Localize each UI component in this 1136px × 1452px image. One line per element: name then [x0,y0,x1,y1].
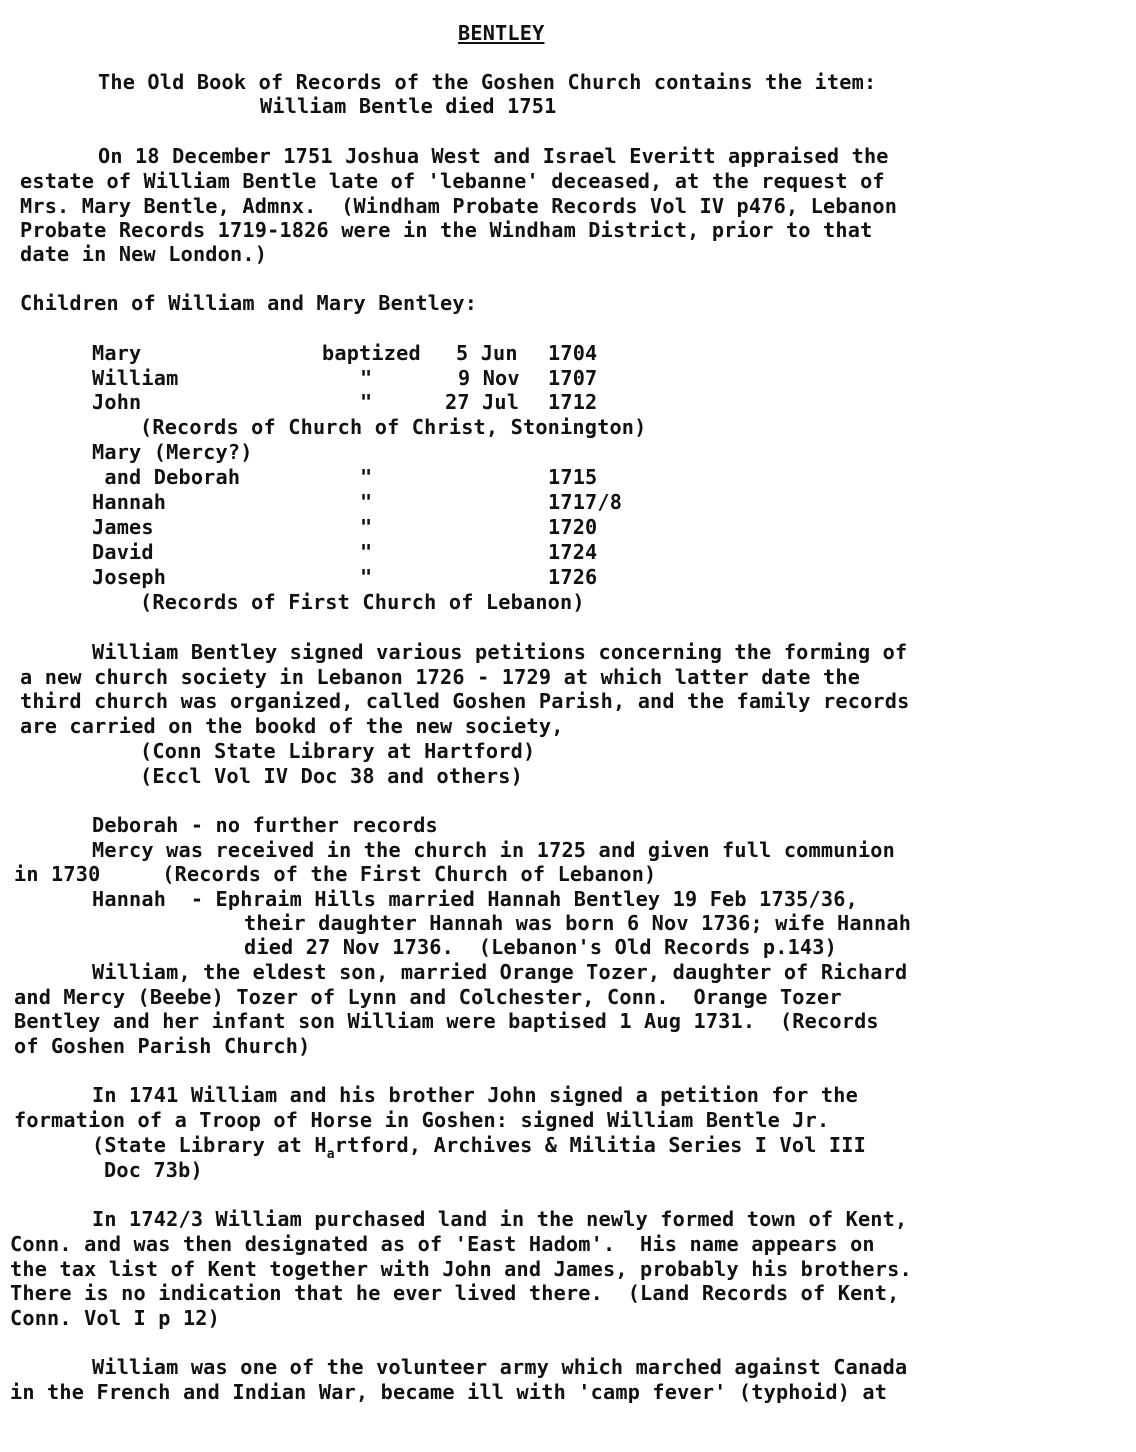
kent-line-3: the tax list of Kent together with John and James, probably his brothers. [10,1257,912,1281]
family-line-4: Hannah - Ephraim Hills married Hannah Bentley 19 Feb 1735/36, [92,887,858,911]
troop-line-3-subscript: a [326,1147,335,1162]
child-name: David [92,540,154,564]
army-line-1: William was one of the volunteer army which marched against Canada [92,1355,908,1379]
troop-line-1: In 1741 William and his brother John signed a petition for the [92,1083,858,1107]
child-ditto: " [360,490,373,514]
appraisal-line-4: Probate Records 1719-1826 were in the Windham District, prior to that [20,218,873,242]
child-ditto: " [360,465,373,489]
petitions-line-3: third church was organized, called Goshen Parish, and the family records [20,689,910,713]
child-ditto: " [360,390,373,414]
petitions-line-4: are carried on the bookd of the new society, [20,714,564,738]
intro-line-1: The Old Book of Records of the Goshen Church contains the item: [98,70,877,94]
family-line-1: Deborah - no further records [92,813,438,837]
child-year: 1720 [548,515,598,539]
family-line-9: Bentley and her infant son William were baptised 1 Aug 1731. (Records [14,1009,879,1033]
child-name: Mary (Mercy?) [92,440,253,464]
appraisal-line-1: On 18 December 1751 Joshua West and Israel Everitt appraised the [98,144,889,168]
intro-line-2: William Bentle died 1751 [260,94,557,118]
petitions-line-2: a new church society in Lebanon 1726 - 1729 at which latter date the [20,665,861,689]
troop-line-4: Doc 73b) [104,1158,203,1182]
child-baptized: baptized [322,341,421,365]
child-year: 1704 [548,341,598,365]
family-line-8: and Mercy (Beebe) Tozer of Lynn and Colchester, Conn. Orange Tozer [14,985,842,1009]
family-line-7: William, the eldest son, married Orange Tozer, daughter of Richard [92,960,908,984]
child-name: James [92,515,154,539]
kent-line-5: Conn. Vol I p 12) [10,1306,221,1330]
family-line-3: in 1730 (Records of the First Church of Lebanon) [14,862,657,886]
child-year: 1726 [548,565,598,589]
troop-line-3-end: rtford, Archives & Militia Series I Vol III [334,1133,866,1157]
troop-line-3-start: (State Library at H [92,1133,327,1157]
child-day-month: 27 Jul [445,390,520,414]
child-ditto: " [360,366,373,390]
troop-line-2: formation of a Troop of Horse in Goshen: signed William Bentle Jr. [14,1108,830,1132]
appraisal-line-5: date in New London.) [20,242,268,266]
children-heading: Children of William and Mary Bentley: [20,291,478,315]
child-ditto: " [360,540,373,564]
child-ditto: " [360,515,373,539]
child-name: Mary [92,341,142,365]
family-line-2: Mercy was received in the church in 1725 and given full communion [92,838,896,862]
page-title: BENTLEY [458,21,545,45]
family-line-10: of Goshen Parish Church) [14,1034,311,1058]
petitions-line-1: William Bentley signed various petitions concerning the forming of [92,640,908,664]
kent-line-1: In 1742/3 William purchased land in the newly formed town of Kent, [92,1207,908,1231]
kent-line-2: Conn. and was then designated as of 'East Hadom'. His name appears on [10,1232,875,1256]
child-name: Hannah [92,490,167,514]
child-name: William [92,366,179,390]
children-source-1: (Records of Church of Christ, Stonington) [140,415,647,439]
child-year: 1724 [548,540,598,564]
petitions-source-2: (Eccl Vol IV Doc 38 and others) [140,764,523,788]
child-name: Joseph [92,565,167,589]
child-day-month: 5 Jun [456,341,518,365]
child-year: 1712 [548,390,598,414]
kent-line-4: There is no indication that he ever lived there. (Land Records of Kent, [10,1281,900,1305]
troop-line-3 [92,1133,866,1161]
family-line-5: their daughter Hannah was born 6 Nov 1736; wife Hannah [244,911,912,935]
child-name: and Deborah [92,465,241,489]
army-line-2: in the French and Indian War, became ill with 'camp fever' (typhoid) at [10,1380,888,1404]
child-ditto: " [360,565,373,589]
child-name: John [92,390,142,414]
appraisal-line-3: Mrs. Mary Bentle, Admnx. (Windham Probate Records Vol IV p476, Lebanon [20,194,898,218]
children-source-2: (Records of First Church of Lebanon) [140,590,585,614]
family-line-6: died 27 Nov 1736. (Lebanon's Old Records p.143) [244,935,837,959]
petitions-source-1: (Conn State Library at Hartford) [140,739,536,763]
appraisal-line-2: estate of William Bentle late of 'lebanne' deceased, at the request of [20,169,885,193]
child-year: 1707 [548,366,598,390]
child-day-month: 9 Nov [458,366,520,390]
child-year: 1717/8 [548,490,623,514]
child-year: 1715 [548,465,598,489]
